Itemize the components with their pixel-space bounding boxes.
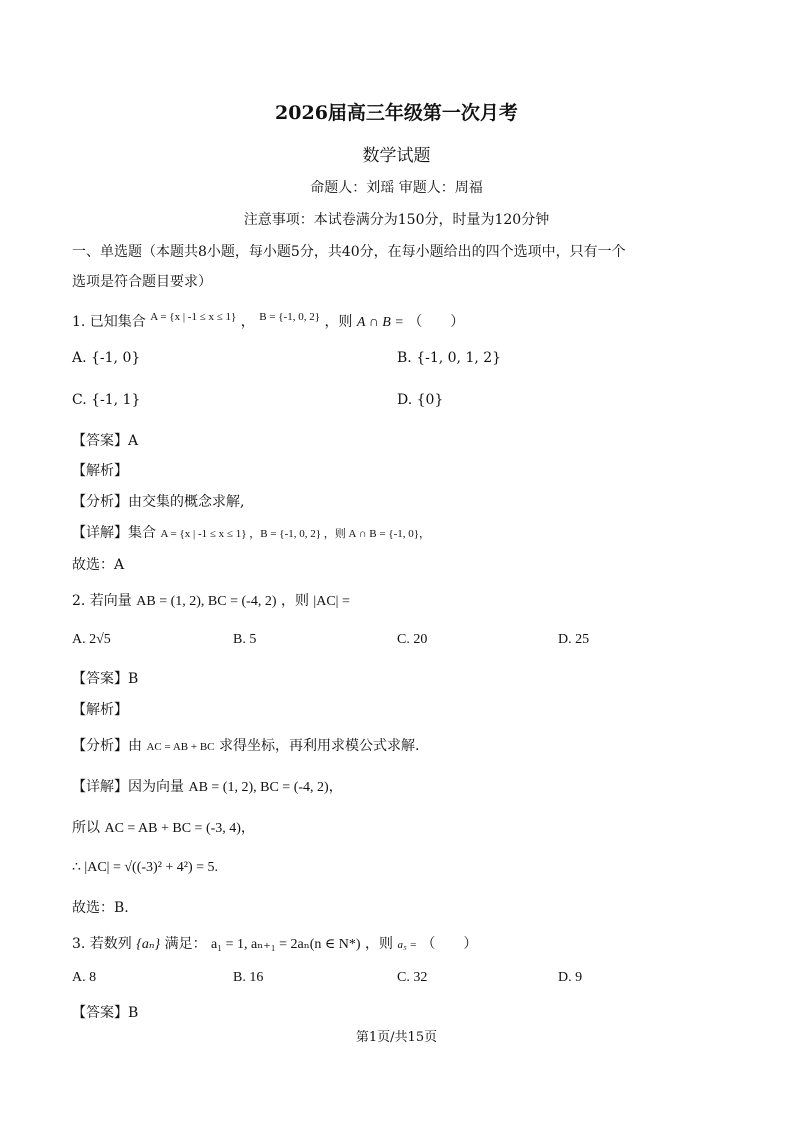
q3-stem-mid: 满足：: [164, 936, 207, 952]
q3-answer: 【答案】B: [72, 1005, 139, 1021]
q3-paren: （ ）: [421, 936, 478, 952]
q2-fenxi-math: AC = AB + BC: [146, 741, 215, 753]
q3-stem-prefix: 3. 若数列: [72, 936, 132, 952]
authors-line: 命题人：刘瑶 审题人：周福: [310, 180, 483, 196]
q2-so-line: [72, 817, 255, 837]
q3-option-a: A. 8: [72, 970, 97, 985]
q1-set-b: B = {-1, 0, 2}: [259, 311, 320, 323]
q3-sequence: {aₙ}: [136, 937, 161, 952]
q2-option-b: B. 5: [233, 632, 257, 647]
q2-final: 故选：B.: [72, 900, 129, 916]
q2-option-d: D. 25: [558, 632, 590, 647]
q2-answer: 【答案】B: [72, 671, 139, 687]
q1-ask: A ∩ B =: [356, 315, 404, 330]
section-heading-line1: 一、单选题（本题共8小题，每小题5分，共40分，在每小题给出的四个选项中，只有一个: [72, 244, 626, 260]
q2-stem-suffix: ，则: [280, 593, 309, 609]
q2-fenxi-suffix: 求得坐标，再利用求模公式求解.: [218, 738, 420, 754]
q2-fenxi: [72, 735, 419, 755]
q2-so-prefix: 所以: [72, 820, 100, 836]
exam-title: 2026届高三年级第一次月考: [275, 102, 518, 124]
q2-stem-prefix: 2. 若向量: [72, 593, 132, 609]
notice-line: 注意事项：本试卷满分为150分，时量为120分钟: [243, 212, 550, 228]
q1-option-c: C. {-1, 1}: [72, 392, 141, 408]
q1-option-b: B. {-1, 0, 1, 2}: [397, 350, 502, 366]
q1-stem: 1. 已知集合 $^{A = \{x | -1 \le x \le 1\}}$ ， $^{B = \{-1, 0, 2\}}$ ，则 A ∩ B = （ ）: [72, 311, 465, 330]
q2-option-a: A. 2√5: [72, 632, 111, 647]
q2-option-c: C. 20: [397, 632, 428, 647]
q3-stem-suffix: ，则: [365, 936, 393, 952]
section-heading-line2: 选项是符合题目要求）: [72, 274, 212, 290]
q2-analysis-label: 【解析】: [72, 702, 128, 718]
q1-option-a: A. {-1, 0}: [72, 350, 141, 366]
q1-final: 故选：A: [72, 557, 125, 573]
q3-option-c: C. 32: [397, 970, 428, 985]
q2-stem: [72, 590, 350, 610]
q2-ask: |AC| =: [313, 594, 350, 609]
q1-paren: （ ）: [408, 314, 465, 330]
q2-stem-math: AB = (1, 2), BC = (-4, 2): [136, 594, 277, 609]
q1-xiangjie-math: A = {x | -1 ≤ x ≤ 1} ，B = {-1, 0, 2} ，则 A ∩ B = {-1, 0}，: [160, 528, 431, 540]
q1-option-d: D. {0}: [397, 392, 444, 408]
q1-xiangjie-prefix: 【详解】集合: [72, 525, 156, 541]
subject-title: 数学试题: [362, 146, 431, 166]
q2-so-math: AC = AB + BC = (-3, 4)，: [104, 821, 255, 836]
q1-stem-prefix: 1. 已知集合: [72, 314, 146, 330]
q3-stem-math: a₁ = 1, aₙ₊₁ = 2aₙ(n ∈ N*): [211, 937, 361, 952]
q1-set-a: A = {x | -1 ≤ x ≤ 1}: [150, 311, 237, 323]
q3-option-b: B. 16: [233, 970, 264, 985]
page-footer: 第1页/共15页: [355, 1030, 438, 1045]
q1-analysis-label: 【解析】: [72, 463, 128, 479]
q2-fenxi-prefix: 【分析】由: [72, 738, 142, 754]
q2-therefore-line: ∴ |AC| = √((-3)² + 4²) = 5.: [72, 860, 219, 875]
q2-xiangjie-math: AB = (1, 2), BC = (-4, 2)，: [188, 780, 343, 795]
q3-option-d: D. 9: [558, 970, 583, 985]
q3-ask: a₅ =: [397, 939, 417, 951]
q3-stem: [72, 933, 477, 953]
q2-xiangjie: [72, 776, 343, 796]
q1-xiangjie: [72, 522, 430, 542]
q1-fenxi: 【分析】由交集的概念求解,: [72, 494, 245, 510]
q1-stem-suffix: ，则: [324, 314, 353, 330]
q2-xiangjie-prefix: 【详解】因为向量: [72, 779, 184, 795]
q1-answer: 【答案】A: [72, 433, 139, 449]
